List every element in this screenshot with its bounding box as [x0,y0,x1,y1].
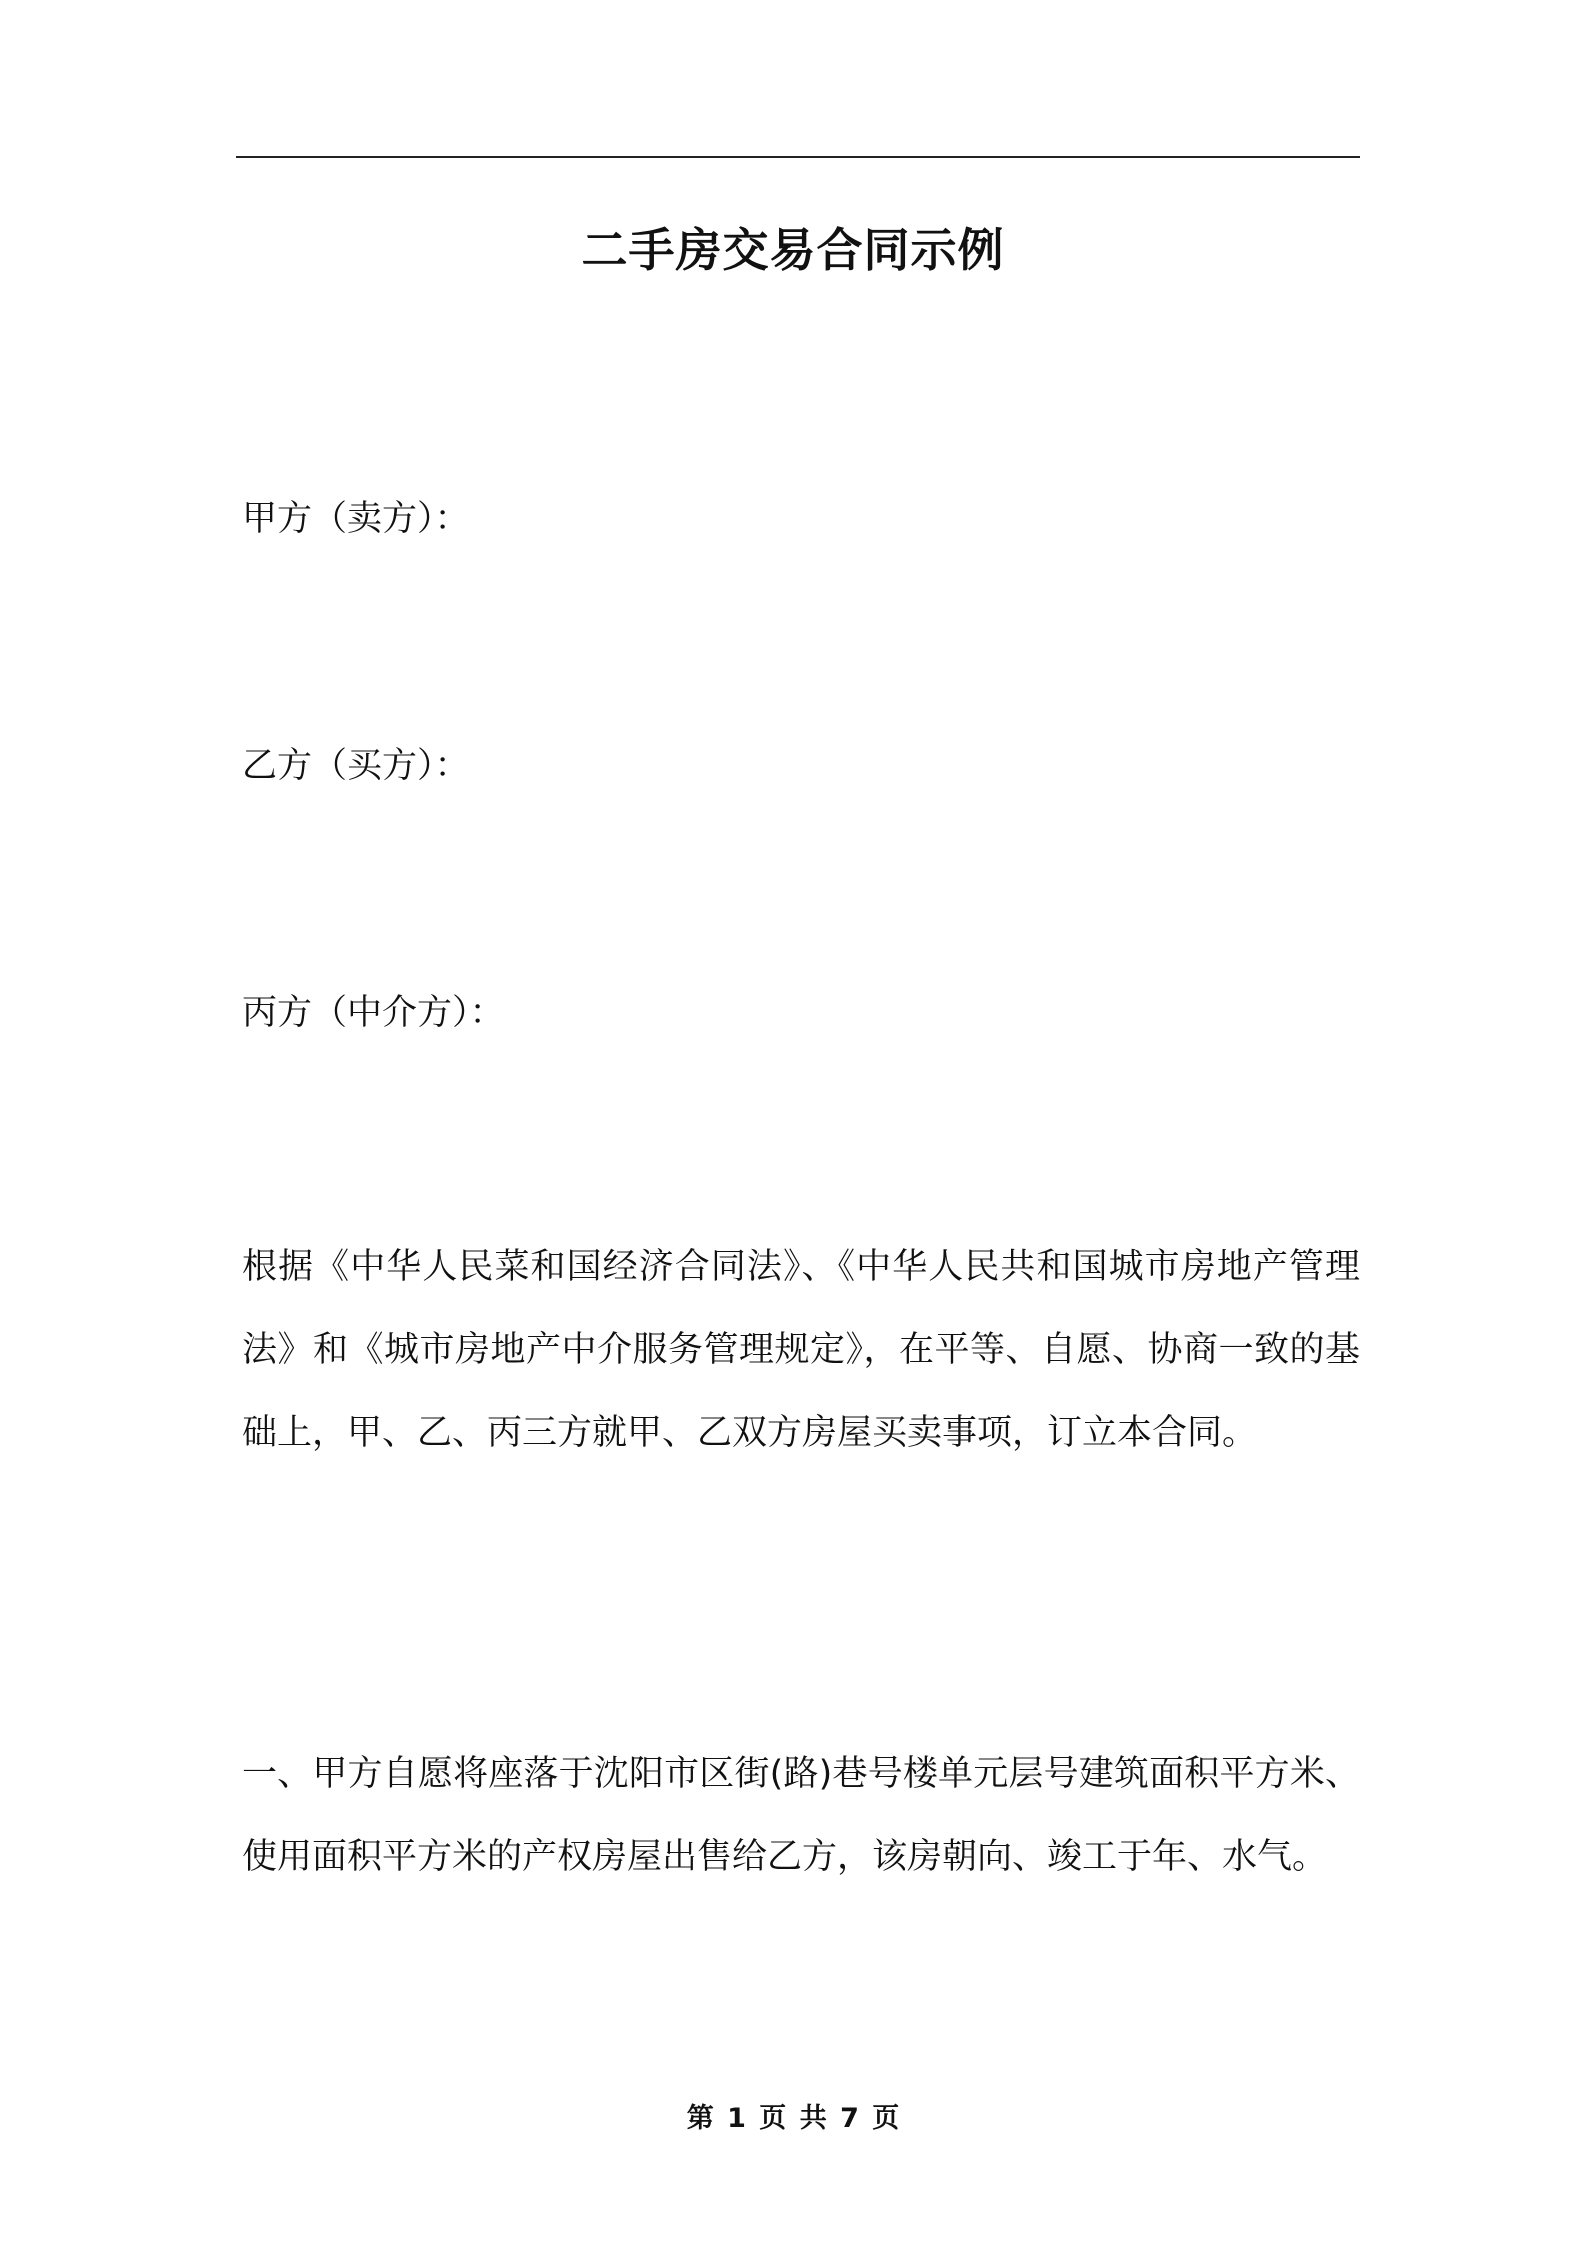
preamble-paragraph: 根据《中华人民菜和国经济合同法》、《中华人民共和国城市房地产管理法》和《城市房地产中介服务管理规定》，在平等、自愿、协商一致的基础上，甲、乙、丙三方就甲、乙双方房屋买卖事项，订立本合同。 [242,1247,1360,1453]
header-rule [236,156,1360,158]
page-number-footer: 第 1 页 共 7 页 [686,2103,900,2134]
seller-party-label: 甲方（卖方）： [242,499,470,539]
agent-party-label: 丙方（中介方）： [242,993,505,1033]
document-title: 二手房交易合同示例 [581,223,1005,277]
buyer-party-label: 乙方（买方）： [242,746,470,786]
clause-one-paragraph: 一、甲方自愿将座落于沈阳市区街(路)巷号楼单元层号建筑面积平方米、使用面积平方米的产权房屋出售给乙方，该房朝向、竣工于年、水气。 [242,1754,1360,1877]
